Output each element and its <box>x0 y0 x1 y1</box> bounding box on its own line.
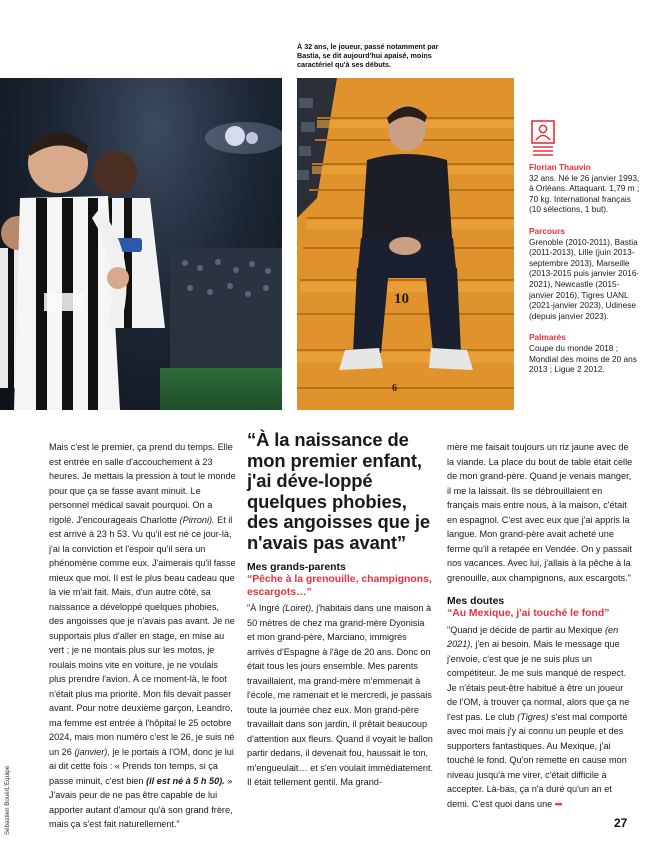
photo-credit: Sébastien Boué/L'Équipe <box>4 765 11 835</box>
text-italic-bold: (il est né à 5 h 50). <box>146 775 225 786</box>
step-number-lower: 6 <box>392 383 397 394</box>
text-run: j'habitais dans une maison à 50 mètres de chez ma grand-mère Dyonisia et mon grand-père, Marciano, immigrés arrivés d'Espagne à l'âge de 20 ans. Donc on était tous les jours ensemble. Mes parents travaillaient, ma grand-mère m'emmenait à l'école, me ramenait et le mercredi, je passais toute la journée chez eux. Mon grand-père travaillait dans son jardin, il prêtait beaucoup d'attention aux fleurs. Quand il voyait le ballon partir dedans, il devenait fou, haussait le ton, m'engueulait… et s'en voulait immédiatement. Il était tellement gentil. Ma grand- <box>247 603 434 788</box>
paragraph <box>247 601 434 790</box>
text-italic: (Tigres) <box>517 711 549 722</box>
page-number: 27 <box>614 816 628 830</box>
text-italic: (en 2021), <box>447 624 619 650</box>
text-italic: (Pirroni). <box>179 514 215 525</box>
section-subheading-doubts: “Au Mexique, j'ai touché le fond” <box>447 608 610 619</box>
text-run: "À Ingré <box>247 603 283 614</box>
step-number: 10 <box>394 291 409 307</box>
text-column-3 <box>447 440 635 811</box>
profile-bio: 32 ans. Né le 26 janvier 1993, à Orléans. Attaquant. 1,79 m ; 70 kg. International français (10 sélections, 1 but). <box>529 172 640 215</box>
text-run: Mais c'est le premier, ça prend du temps. Elle est entrée en salle d'accouchement à 23 heures. Je mettais la pression à tout le monde pour que ça se fasse avant minuit. Le personnel médical savait pourquoi. On a rigolé. J'encourageais Charlotte <box>49 442 236 525</box>
parcours-text: Grenoble (2010-2011), Bastia (2011-2013), Lille (juin 2013-septembre 2013), Marseille (2013-2015 puis janvier 2016-2021), Newcastle (2015-janvier 2016), Tigres UANL (2021-janvier 2023), Udinese (depuis janvier 2023). <box>529 236 640 321</box>
paragraph <box>447 623 635 812</box>
paragraph <box>49 440 236 832</box>
photo-caption: À 32 ans, le joueur, passé notamment par Bastia, se dit aujourd'hui apaisé, moins caractériel qu'à ses débuts. <box>297 42 439 70</box>
continued-marker: ••• <box>554 798 562 809</box>
profile-name: Florian Thauvin <box>529 162 591 172</box>
text-run: j'en ai besoin. Mais le message que j'envoie, c'est que je ne suis plus un compétiteur. Je me suis manqué de respect. Je n'étais peut-être habitué à être un joueur de l'OM, à trouver ça normal, alors que ça ne l'est pas. Le club <box>447 639 630 722</box>
text-run: je le portais à l'OM, donc je lui ai dit cette fois : « Prends ton temps, si ça passe minuit, c'est bien <box>49 746 234 786</box>
parcours-title: Parcours <box>529 225 565 236</box>
celebration-illustration <box>0 78 282 410</box>
paragraph: mère me faisait toujours un riz jaune avec de la viande. La place du bout de table était celle de mon grand-père. Quand je venais manger, il me la laissait. Ils se débrouillaient en français mais entre nous, à la maison, c'était en espagnol. C'est avec eux que j'ai appris la langue. Mon grand-père avait acheté une ferme qu'il a retapée en Vendée. On y passait nos vacances. Avec lui, j'allais à la pêche à la grenouille, aux champignons, aux escargots." <box>447 442 633 583</box>
profile-parcours <box>529 226 641 321</box>
profile-palmares <box>529 332 641 374</box>
text-column-1 <box>49 440 236 832</box>
section-subheading-grandparents: “Pêche à la grenouille, champignons, escargots…” <box>247 574 432 598</box>
text-run: s'est mal comporté avec moi mais j'y ai connu un peuple et des supporters fantastiques. Au Mexique, j'ai touché le fond. Qu'on remette en cause mon niveau jusqu'à me virer, c'était difficile à accepter. Là-bas, ça n'a duré qu'un an et demi. C'est quoi dans une <box>447 711 628 809</box>
stairs-illustration <box>297 78 514 410</box>
text-run: "Quand je décide de partir au Mexique <box>447 624 605 635</box>
section-heading-doubts: Mes doutes <box>447 596 505 607</box>
text-column-2 <box>247 429 434 790</box>
text-italic: (janvier), <box>74 746 110 757</box>
text-run: Et il est arrivé à 23 h 53. Vu qu'il est né ce jour-là, j'ai la conviction et l'espoir qu'il sera un phénomène comme eux. J'aimerais qu'il fasse mieux que moi. Il est le plus beau cadeau que la vie m'ait fait. Mais, d'un autre côté, sa naissance a développé quelques phobies, des angoisses que je n'avais pas avant. Je ne supportais plus d'aller en stage, en mise au vert ; je ne montais plus sur les motos, je roulais moins vite en voiture, je ne voulais plus prendre l'avion. À ce moment-là, le foot n'était plus ma priorité. Mon fils devait passer avant. Pour notre deuxième garçon, Leandro, ma femme est entrée à l'hôpital le 25 octobre 2024, mais mon numéro c'est le 26, je suis né un 26 <box>49 514 236 757</box>
text-italic: (Loiret), <box>282 603 314 614</box>
pull-quote: “À la naissance de mon premier enfant, j'ai déve-loppé quelques phobies, des angoisses que je n'avais pas avant” <box>247 429 431 553</box>
profile-sidebar <box>529 162 641 386</box>
text-run: » J'avais peur de ne pas être capable de lui apporter autant d'amour qu'à son grand frère, mais ça s'est fait naturellement." <box>49 775 233 829</box>
profile-identity <box>529 162 641 215</box>
photo-celebration <box>0 78 282 410</box>
palmares-title: Palmarès <box>529 332 566 343</box>
section-heading-grandparents: Mes grands-parents <box>247 562 346 573</box>
photo-portrait-stairs <box>297 78 514 410</box>
id-card-icon <box>531 120 555 156</box>
palmares-text: Coupe du monde 2018 ; Mondial des moins de 20 ans 2013 ; Ligue 2 2012. <box>529 342 637 375</box>
